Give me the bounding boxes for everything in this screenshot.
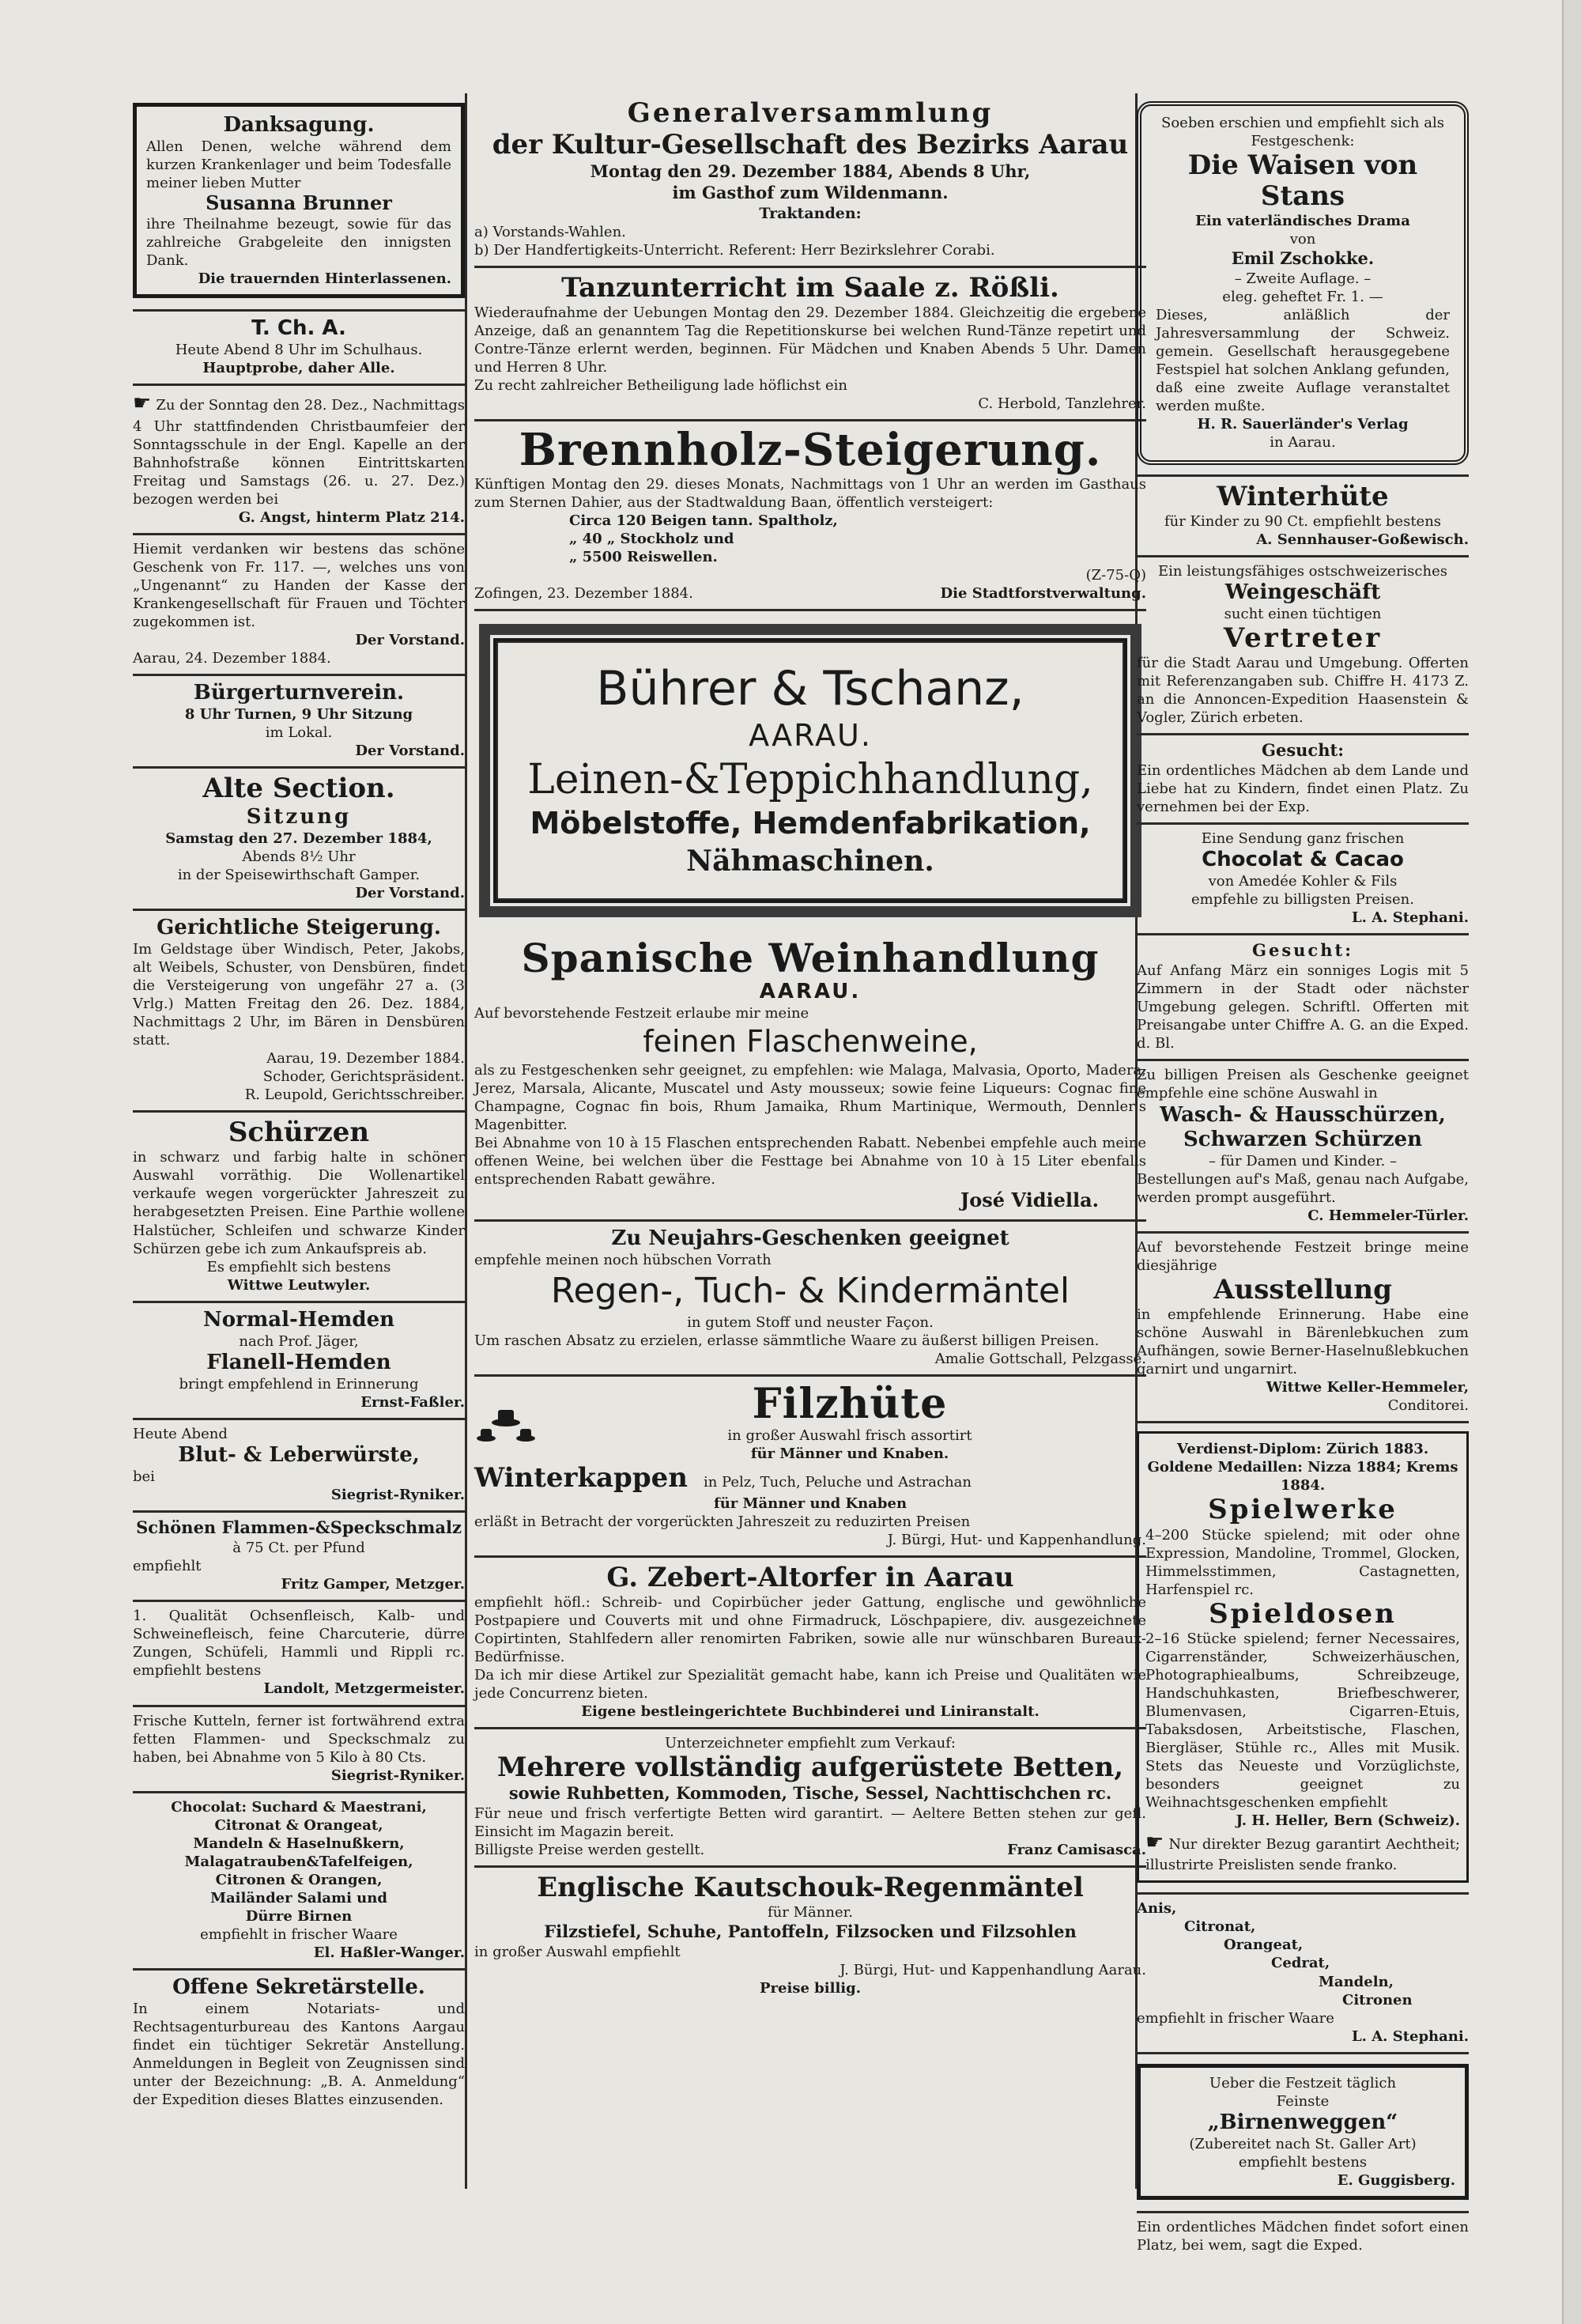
ad-text: Auf Anfang März ein sonniges Logis mit 5 Zimmern in der Stadt oder nächster Umgebung gelegen. Schriftl. Offerten mit Preisangabe unter Chiffre A. G. an die Exped. d. Bl. bbox=[1137, 962, 1469, 1052]
ad-line: in gutem Stoff und neuster Façon. bbox=[687, 1314, 934, 1332]
ad-text: Ein ordentliches Mädchen findet sofort einen Platz, bei wem, sagt die Exped. bbox=[1137, 2218, 1469, 2254]
ad-title: Gesucht: bbox=[1252, 940, 1353, 961]
ad-title: T. Ch. A. bbox=[251, 316, 346, 341]
ad-signature: Landolt, Metzgermeister. bbox=[263, 1680, 465, 1698]
ad-name: Susanna Brunner bbox=[206, 191, 392, 215]
ad-line: Malagatrauben&Tafelfeigen, bbox=[184, 1853, 413, 1870]
ad-title: „Birnenweggen“ bbox=[1207, 2110, 1398, 2134]
ad-subtitle: Sitzung bbox=[246, 804, 352, 829]
ad-title: Weingeschäft bbox=[1224, 580, 1381, 604]
ad-line: von bbox=[1289, 231, 1316, 248]
ad-line: Soeben erschien und empfiehlt sich als Festgeschenk: bbox=[1161, 115, 1444, 150]
ad-signature: Siegrist-Ryniker. bbox=[330, 1487, 465, 1504]
ad-signature: Amalie Gottschall, Pelzgasse. bbox=[934, 1351, 1146, 1368]
ad-text: Für neue und frisch verfertigte Betten wird garantirt. — Aeltere Betten stehen zur gefl. Einsicht im Magazin bereit. bbox=[474, 1804, 1146, 1841]
ad-line: Auf bevorstehende Festzeit erlaube mir meine bbox=[474, 1005, 809, 1022]
ad-item: Circa 120 Beigen tann. Spaltholz, bbox=[569, 512, 838, 529]
ad-line: Montag den 29. Dezember 1884, Abends 8 Uhr, bbox=[590, 161, 1031, 181]
ad-line: Chocolat: Suchard & Maestrani, bbox=[171, 1798, 427, 1816]
ad-line: für Männer und Knaben bbox=[713, 1495, 907, 1512]
ad-title: Offene Sekretärstelle. bbox=[172, 1974, 425, 1999]
ad-line: für Männer. bbox=[768, 1904, 853, 1922]
ad-line: 8 Uhr Turnen, 9 Uhr Sitzung bbox=[184, 706, 413, 724]
ad-signature: Ernst-Faßler. bbox=[360, 1394, 465, 1411]
ad-signature: Die trauernden Hinterlassenen. bbox=[198, 270, 451, 288]
ad-signature: Der Vorstand. bbox=[355, 632, 465, 649]
ad-author: Emil Zschokke. bbox=[1231, 248, 1375, 269]
ad-zebert-altorfer bbox=[474, 1558, 1146, 1729]
ad-line: Samstag den 27. Dezember 1884, bbox=[165, 829, 432, 847]
ad-verdanken bbox=[133, 535, 465, 676]
ad-text: Um raschen Absatz zu erzielen, erlasse sämmtliche Waare zu äußerst billigen Preisen. bbox=[474, 1332, 1100, 1350]
ad-flammenschmalz bbox=[133, 1513, 465, 1602]
ad-line: im Lokal. bbox=[265, 724, 333, 742]
ad-line: Heute Abend bbox=[133, 1426, 228, 1443]
firm-name: Bührer & Tschanz, bbox=[596, 661, 1024, 717]
ad-line: für Kinder zu 90 Ct. empfiehlt bestens bbox=[1164, 512, 1442, 530]
ad-line: Ein vaterländisches Drama bbox=[1195, 213, 1410, 230]
ad-line: Mandeln, bbox=[1319, 1973, 1394, 1990]
ad-text-2: ihre Theilnahme bezeugt, sowie für das zahlreiche Grabgeleite den innigsten Dank. bbox=[146, 216, 451, 270]
ad-signature: C. Hemmeler-Türler. bbox=[1307, 1207, 1469, 1224]
ad-line: Mandeln & Haselnußkern, bbox=[193, 1835, 405, 1852]
ad-line: Billigste Preise werden gestellt. bbox=[474, 1842, 705, 1859]
ad-line: – für Damen und Kinder. – bbox=[1209, 1152, 1397, 1170]
ad-title: Danksagung. bbox=[223, 113, 375, 137]
ad-line: Preise billig. bbox=[760, 1980, 861, 1997]
birnenweggen-frame bbox=[1137, 2064, 1469, 2200]
ad-line: Ueber die Festzeit täglich bbox=[1209, 2074, 1397, 2092]
ad-title: Wasch- & Hausschürzen, bbox=[1160, 1102, 1446, 1127]
ad-text: in schwarz und farbig halte in schöner Auswahl vorräthig. Die Wollenartikel verkaufe wegen vorgerückter Jahreszeit zu herabgesetzten Preisen. Eine Parthie wollene Halstücher, Schleifen und schwarze Kinder Schürzen gebe ich zum Ankaufspreis ab. bbox=[133, 1149, 465, 1257]
ad-date: Aarau, 24. Dezember 1884. bbox=[133, 650, 331, 667]
ad-line: empfiehlt bbox=[133, 1558, 202, 1575]
ad-line: Abends 8½ Uhr bbox=[242, 848, 356, 865]
firm-line: Leinen-&Teppichhandlung, bbox=[527, 755, 1093, 803]
ad-line: – Zweite Auflage. – bbox=[1234, 270, 1372, 288]
ad-signature-2: Conditorei. bbox=[1387, 1397, 1469, 1415]
ad-item: b) Der Handfertigkeits-Unterricht. Referent: Herr Bezirkslehrer Corabi. bbox=[474, 241, 995, 259]
ad-tanzunterricht bbox=[474, 268, 1146, 421]
ad-line: Cedrat, bbox=[1271, 1955, 1330, 1972]
danksagung-frame bbox=[133, 103, 465, 298]
ad-line: empfiehlt in frischer Waare bbox=[1137, 2009, 1334, 2027]
ad-generalversammlung bbox=[474, 93, 1146, 268]
ad-traktanden-label: Traktanden: bbox=[759, 204, 862, 222]
ad-title-2: Spieldosen bbox=[1209, 1597, 1397, 1630]
ad-weingeschaeft bbox=[1137, 557, 1469, 735]
ad-line: Hauptprobe, daher Alle. bbox=[202, 360, 395, 377]
ad-winterhuete bbox=[1137, 477, 1469, 557]
ad-line: Dürre Birnen bbox=[245, 1907, 353, 1925]
ad-code: (Z-75-Q) bbox=[1085, 567, 1146, 584]
ad-title: G. Zebert-Altorfer in Aarau bbox=[606, 1561, 1014, 1593]
ad-title: Tanzunterricht im Saale z. Rößli. bbox=[561, 272, 1059, 304]
ad-item: „ 5500 Reiswellen. bbox=[569, 549, 718, 566]
ad-text: Hiemit verdanken wir bestens das schöne Geschenk von Fr. 117. —, welches uns von „Ungenannt“ zu Handen der Kasse der Krankengesellschaft für Frauen und Töchter zugekommen ist. bbox=[133, 540, 465, 631]
ad-line: Ein leistungsfähiges ostschweizerisches bbox=[1157, 562, 1447, 580]
ad-spanische-weinhandlung bbox=[474, 931, 1146, 1222]
ad-text: Zu der Sonntag den 28. Dez., Nachmittags 4 Uhr stattfindenden Christbaumfeier der Sonntagsschule in der Engl. Kapelle an der Bahnhofstraße können Eintrittskarten Freitag und Samstags (26. u. 27. Dez.) bezogen werden bei bbox=[133, 397, 465, 508]
ad-place: Zofingen, 23. Dezember 1884. bbox=[474, 585, 693, 603]
ad-signature: José Vidiella. bbox=[960, 1188, 1099, 1211]
ad-title: Spielwerke bbox=[1208, 1494, 1398, 1526]
ad-signature: J. Bürgi, Hut- und Kappenhandlung Aarau. bbox=[840, 1962, 1146, 1979]
ad-chocolat-cacao bbox=[1137, 825, 1469, 935]
ad-title-2: Winterkappen bbox=[474, 1462, 688, 1495]
ad-sekretaerstelle bbox=[133, 1971, 465, 2115]
ad-brennholz-steigerung bbox=[474, 421, 1146, 611]
ad-line: Citronat, bbox=[1184, 1918, 1256, 1936]
ad-line: bringt empfehlend in Erinnerung bbox=[179, 1376, 419, 1393]
firm-city: AARAU. bbox=[749, 718, 872, 754]
ad-line: Auf bevorstehende Festzeit bringe meine diesjährige bbox=[1137, 1239, 1469, 1275]
ornamental-frame bbox=[479, 624, 1141, 917]
ad-kutteln bbox=[133, 1707, 465, 1793]
ad-schuerzen bbox=[133, 1113, 465, 1302]
ad-title: Winterhüte bbox=[1217, 480, 1389, 512]
ad-line: Zu recht zahlreicher Betheiligung lade höflichst ein bbox=[474, 377, 847, 395]
ad-danksagung bbox=[133, 93, 465, 312]
ad-signature: L. A. Stephani. bbox=[1352, 909, 1469, 927]
ad-line: empfiehlt bestens bbox=[1238, 2153, 1368, 2171]
ad-buergerturnverein bbox=[133, 676, 465, 769]
firm-line: Nähmaschinen. bbox=[686, 844, 934, 878]
ad-headline: feinen Flaschenweine, bbox=[643, 1024, 978, 1060]
ad-gerichtliche-steigerung bbox=[133, 911, 465, 1113]
ad-city: in Aarau. bbox=[1270, 434, 1336, 452]
pointing-hand-icon: ☛ bbox=[133, 391, 152, 416]
ad-text: Künftigen Montag den 29. dieses Monats, Nachmittags von 1 Uhr an werden im Gasthaus zum Sternen Dahier, aus der Stadtwaldung Baan, öffentlich versteigert: bbox=[474, 475, 1146, 511]
ad-signature: Der Vorstand. bbox=[355, 743, 465, 760]
column-left bbox=[133, 93, 465, 2115]
ad-title: Schönen Flammen-&Speckschmalz bbox=[136, 1517, 462, 1538]
ad-line: bei bbox=[133, 1468, 155, 1486]
ad-text: Im Geldstage über Windisch, Peter, Jakobs, alt Weibels, Schuster, von Densbüren, findet die Versteigerung von ungefähr 27 a. (3 Vrlg.) Matten Freitag den 26. Dez. 1884, Nachmittags 2 Uhr, im Bären in Densbüren statt. bbox=[133, 941, 465, 1049]
ad-line: Verdienst-Diplom: Zürich 1883. Goldene Medaillen: Nizza 1884; Krems 1884. bbox=[1147, 1441, 1458, 1495]
ad-line: nach Prof. Jäger, bbox=[239, 1332, 359, 1350]
ad-signature: Wittwe Keller-Hemmeler, bbox=[1266, 1379, 1469, 1396]
ad-text-2: Da ich mir diese Artikel zur Spezialität gemacht habe, kann ich Preise und Qualitäten wie jede Concurrenz bieten. bbox=[474, 1666, 1146, 1702]
ad-title-2: Schwarzen Schürzen bbox=[1183, 1127, 1423, 1151]
ad-line: Heute Abend 8 Uhr im Schulhaus. bbox=[175, 342, 423, 359]
ad-line: empfehle zu billigsten Preisen. bbox=[1191, 891, 1414, 909]
ad-title-2: Filzstiefel, Schuhe, Pantoffeln, Filzsocken und Filzsohlen bbox=[544, 1922, 1077, 1942]
ad-line: (Zubereitet nach St. Galler Art) bbox=[1189, 2135, 1417, 2152]
ad-signature: J. Bürgi, Hut- und Kappenhandlung. bbox=[887, 1531, 1146, 1548]
ad-title-2: Vertreter bbox=[1223, 622, 1383, 654]
pointing-hand-icon: ☛ bbox=[1145, 1831, 1164, 1855]
ad-line: à 75 Ct. per Pfund bbox=[232, 1540, 365, 1557]
ad-line: Anis, bbox=[1137, 1900, 1177, 1918]
ad-line: Citronen bbox=[1342, 1991, 1413, 2008]
chain-frame bbox=[1137, 101, 1469, 465]
ad-signature: Die Stadtforstverwaltung. bbox=[940, 585, 1146, 603]
ad-title: Mehrere vollständig aufgerüstete Betten, bbox=[496, 1752, 1124, 1784]
ad-line: sucht einen tüchtigen bbox=[1224, 605, 1382, 622]
hats-icon bbox=[474, 1399, 538, 1446]
ad-line: Zu billigen Preisen als Geschenke geeignet empfehle eine schöne Auswahl in bbox=[1137, 1067, 1469, 1102]
ad-title: Gerichtliche Steigerung. bbox=[157, 915, 441, 939]
ad-waisen-von-stans bbox=[1137, 93, 1469, 477]
ad-subtitle: der Kultur-Gesellschaft des Bezirks Aarau bbox=[492, 129, 1129, 161]
ad-title: Spanische Weinhandlung bbox=[521, 934, 1100, 981]
ad-title: Alte Section. bbox=[202, 773, 395, 805]
ad-line: Eine Sendung ganz frischen bbox=[1201, 830, 1405, 848]
ad-signature: Fritz Gamper, Metzger. bbox=[281, 1576, 465, 1593]
ad-title: Zu Neujahrs-Geschenken geeignet bbox=[611, 1226, 1009, 1250]
ad-title: Bürgerturnverein. bbox=[193, 681, 405, 705]
ad-text: Ein ordentliches Mädchen ab dem Lande und Liebe hat zu Kindern, findet einen Platz. Zu vernehmen bei der Exp. bbox=[1137, 762, 1469, 816]
ad-signature: A. Sennhauser-Goßewisch. bbox=[1256, 531, 1469, 548]
ad-alte-section bbox=[133, 769, 465, 910]
ad-line: eleg. geheftet Fr. 1. — bbox=[1222, 289, 1383, 306]
ad-line: von Amedée Kohler & Fils bbox=[1208, 873, 1398, 890]
ad-signature: E. Guggisberg. bbox=[1337, 2171, 1455, 2189]
page-edge bbox=[1562, 0, 1581, 2324]
ad-text: für die Stadt Aarau und Umgebung. Offerten mit Referenzangaben sub. Chiffre H. 4173 Z. an die Annoncen-Expedition Haasenstein & Vogler, Zürich erbeten. bbox=[1137, 655, 1469, 727]
ad-line: in Pelz, Tuch, Peluche und Astrachan bbox=[703, 1474, 972, 1491]
ad-text: Frische Kutteln, ferner ist fortwährend extra fetten Flammen- und Speckschmalz zu haben, bei Abnahme von 5 Kilo à 80 Cts. bbox=[133, 1712, 465, 1766]
ad-betten bbox=[474, 1729, 1146, 1868]
ad-title-2: Flanell-Hemden bbox=[206, 1350, 391, 1374]
ad-signature: Franz Camisasca. bbox=[1007, 1842, 1146, 1859]
ad-title: Die Waisen von Stans bbox=[1187, 149, 1418, 213]
ad-text: als zu Festgeschenken sehr geeignet, zu empfehlen: wie Malaga, Malvasia, Oporto, Madera, Jerez, Marsala, Alicante, Muscatel und Asty mousseux; sowie feine Liqueurs: Cognac fine Champagne, Cognac fin bois, Rhum Jamaika, Rhum Martinique, Wermouth, Dennler's Magenbitter. bbox=[474, 1061, 1146, 1133]
ad-signature: C. Herbold, Tanzlehrer. bbox=[978, 395, 1146, 413]
ad-anis bbox=[1137, 1895, 1469, 2054]
ad-title: Generalversammlung bbox=[627, 97, 994, 129]
ad-line: in großer Auswahl empfiehlt bbox=[474, 1944, 681, 1961]
column-right bbox=[1137, 93, 1469, 2261]
ad-title: Blut- & Leberwürste, bbox=[178, 1443, 420, 1468]
ad-text-2: Bei Abnahme von 10 à 15 Flaschen entsprechenden Rabatt. Nebenbei empfehle auch meine offenen Weine, bei welchen über die Festtage bei Abnahme von 10 à 15 Liter ebenfalls entsprechenden Rabatt gewähre. bbox=[474, 1134, 1146, 1188]
ad-signature: Wittwe Leutwyler. bbox=[227, 1276, 371, 1294]
ad-line: erläßt in Betracht der vorgerückten Jahreszeit zu reduzirten Preisen bbox=[474, 1513, 971, 1530]
ad-title: Englische Kautschouk-Regenmäntel bbox=[537, 1872, 1084, 1904]
ad-text: in empfehlende Erinnerung. Habe eine schöne Auswahl in Bärenlebkuchen zum Aufhängen, sowie Berner-Haselnußlebkuchen garnirt und ungarnirt. bbox=[1137, 1306, 1469, 1378]
ad-line: Es empfiehlt sich bestens bbox=[206, 1258, 391, 1275]
ad-chocolat-suchard bbox=[133, 1793, 465, 1971]
ad-title: Chocolat & Cacao bbox=[1202, 848, 1404, 872]
ad-city: AARAU. bbox=[759, 979, 862, 1003]
ad-signature-2: R. Leupold, Gerichtsschreiber. bbox=[244, 1086, 465, 1104]
ad-buehrer-tschanz bbox=[474, 611, 1146, 931]
ad-title-2: sowie Ruhbetten, Kommoden, Tische, Sessel, Nachttischchen rc. bbox=[508, 1783, 1112, 1804]
firm-line: Möbelstoffe, Hemdenfabrikation, bbox=[530, 806, 1091, 841]
ad-signature: H. R. Sauerländer's Verlag bbox=[1197, 416, 1409, 433]
ad-gesucht-maedchen bbox=[1137, 735, 1469, 825]
ad-line: in der Speisewirthschaft Gamper. bbox=[177, 866, 421, 883]
ad-line: Mailänder Salami und bbox=[210, 1889, 387, 1906]
column-center bbox=[474, 93, 1146, 2004]
ad-line: Citronat & Orangeat, bbox=[214, 1816, 383, 1834]
ad-normal-hemden bbox=[133, 1303, 465, 1420]
ad-sonntagsschule bbox=[133, 386, 465, 535]
spielwerke-frame bbox=[1137, 1431, 1469, 1883]
ad-headline: Regen-, Tuch- & Kindermäntel bbox=[550, 1270, 1070, 1311]
ad-hausschuerzen bbox=[1137, 1061, 1469, 1234]
ad-signature: El. Haßler-Wanger. bbox=[313, 1944, 465, 1961]
ad-title: Normal-Hemden bbox=[202, 1307, 395, 1332]
ad-gesucht-logis bbox=[1137, 935, 1469, 1061]
ad-signature: Siegrist-Ryniker. bbox=[330, 1767, 465, 1784]
ad-text: In einem Notariats- und Rechtsagenturbureau des Kantons Aargau findet ein tüchtiger Sekretär Anstellung. Anmeldungen in Begleit von Zeugnissen sind unter der Bezeichnung: „B. A. Anmeldung“ der Expedition dieses Blattes einzusenden. bbox=[133, 2001, 465, 2109]
ad-signature: Schoder, Gerichtspräsident. bbox=[262, 1068, 465, 1086]
ad-line: für Männer und Knaben. bbox=[750, 1445, 949, 1463]
ad-line: Eigene bestleingerichtete Buchbinderei und Liniranstalt. bbox=[581, 1702, 1040, 1720]
ad-tcha bbox=[133, 312, 465, 386]
ad-line: empfiehlt in frischer Waare bbox=[200, 1925, 398, 1943]
ad-line: Feinste bbox=[1276, 2092, 1330, 2110]
ad-signature: Der Vorstand. bbox=[355, 884, 465, 901]
ad-line: in großer Auswahl frisch assortirt bbox=[727, 1427, 972, 1445]
ad-ausstellung bbox=[1137, 1234, 1469, 1423]
ad-text: Wiederaufnahme der Uebungen Montag den 29. Dezember 1884. Gleichzeitig die ergebene Anzeige, daß an genanntem Tag die Repetitionskurse bei welchen Rund-Tänze repetirt und Contre-Tänze erlernt werden, beginnen. Für Mädchen und Knaben Abends 5 Uhr. Damen und Herren 8 Uhr. bbox=[474, 304, 1146, 376]
ad-signature: G. Angst, hinterm Platz 214. bbox=[238, 508, 465, 526]
ad-signature: J. H. Heller, Bern (Schweiz). bbox=[1236, 1812, 1460, 1830]
ad-signature: L. A. Stephani. bbox=[1352, 2027, 1469, 2045]
ad-date: Aarau, 19. Dezember 1884. bbox=[266, 1050, 465, 1068]
ad-text: 4–200 Stücke spielend; mit oder ohne Expression, Mandoline, Trommel, Glocken, Himmelsstimmen, Castagnetten, Harfenspiel rc. bbox=[1145, 1526, 1460, 1598]
ad-kautschouk bbox=[474, 1868, 1146, 2004]
ad-line: Nur direkter Bezug garantirt Aechtheit; illustrirte Preislisten sende franko. bbox=[1145, 1836, 1460, 1874]
ad-title: Schürzen bbox=[228, 1117, 370, 1149]
ad-title: Ausstellung bbox=[1213, 1274, 1392, 1306]
ad-neujahrs-geschenke bbox=[474, 1222, 1146, 1377]
ad-text: Allen Denen, welche während dem kurzen Krankenlager und beim Todesfalle meiner lieben Mutter bbox=[146, 138, 451, 192]
column-rule-1 bbox=[465, 93, 467, 2189]
ad-ochsenfleisch bbox=[133, 1602, 465, 1706]
ad-item: a) Vorstands-Wahlen. bbox=[474, 223, 626, 240]
ad-line: Orangeat, bbox=[1224, 1937, 1304, 1954]
ad-line: Citronen & Orangen, bbox=[215, 1871, 383, 1888]
ad-text: 1. Qualität Ochsenfleisch, Kalb- und Schweinefleisch, feine Charcuterie, dürre Zungen, Schüfeli, Hammli und Rippli rc. empfiehlt bestens bbox=[133, 1608, 465, 1680]
ad-line: Unterzeichneter empfiehlt zum Verkauf: bbox=[665, 1734, 956, 1752]
ad-text: Bestellungen auf's Maß, genau nach Aufgabe, werden prompt ausgeführt. bbox=[1137, 1170, 1469, 1206]
ad-title: Filzhüte bbox=[752, 1380, 948, 1429]
ad-line: im Gasthof zum Wildenmann. bbox=[672, 182, 949, 202]
ad-title: Gesucht: bbox=[1262, 740, 1344, 761]
ad-text: empfiehlt höfl.: Schreib- und Copirbücher jeder Gattung, englische und gewöhnliche Postpapiere und Couverts mit und ohne Firmadruck, Löschpapiere, div. ausgezeichnete Copirtinten, Stahlfedern aller renomirten Fabriken, sowie alle nur wünschbaren Bureaux-Bedürfnisse. bbox=[474, 1593, 1146, 1665]
ad-text: Dieses, anläßlich der Jahresversammlung der Schweiz. gemein. Gesellschaft herausgegebene Festspiel hat solchen Anklang gefunden, daß eine zweite Auflage veranstaltet werden mußte. bbox=[1156, 307, 1450, 415]
ad-blutwuerste bbox=[133, 1420, 465, 1513]
ad-maedchen bbox=[1137, 2213, 1469, 2261]
ad-text-2: 2–16 Stücke spielend; ferner Necessaires, Cigarrenständer, Schweizerhäuschen, Photographiealbums, Schreibzeuge, Handschuhkasten, Briefbeschwerer, Blumenvasen, Cigarren-Etuis, Tabaksdosen, Arbeitstische, Flaschen, Biergläser, Stühle rc., Alles mit Musik. Stets das Neueste und Vorzüglichste, besonders geeignet zu Weihnachtsgeschenken empfiehlt bbox=[1145, 1630, 1460, 1812]
ad-title: Brennholz-Steigerung. bbox=[519, 424, 1102, 477]
ad-filzhuete bbox=[474, 1377, 1146, 1557]
ad-line: empfehle meinen noch hübschen Vorrath bbox=[474, 1251, 772, 1268]
ad-birnenweggen bbox=[1137, 2054, 1469, 2213]
ad-spielwerke bbox=[1137, 1423, 1469, 1895]
ad-item: „ 40 „ Stockholz und bbox=[569, 530, 734, 547]
